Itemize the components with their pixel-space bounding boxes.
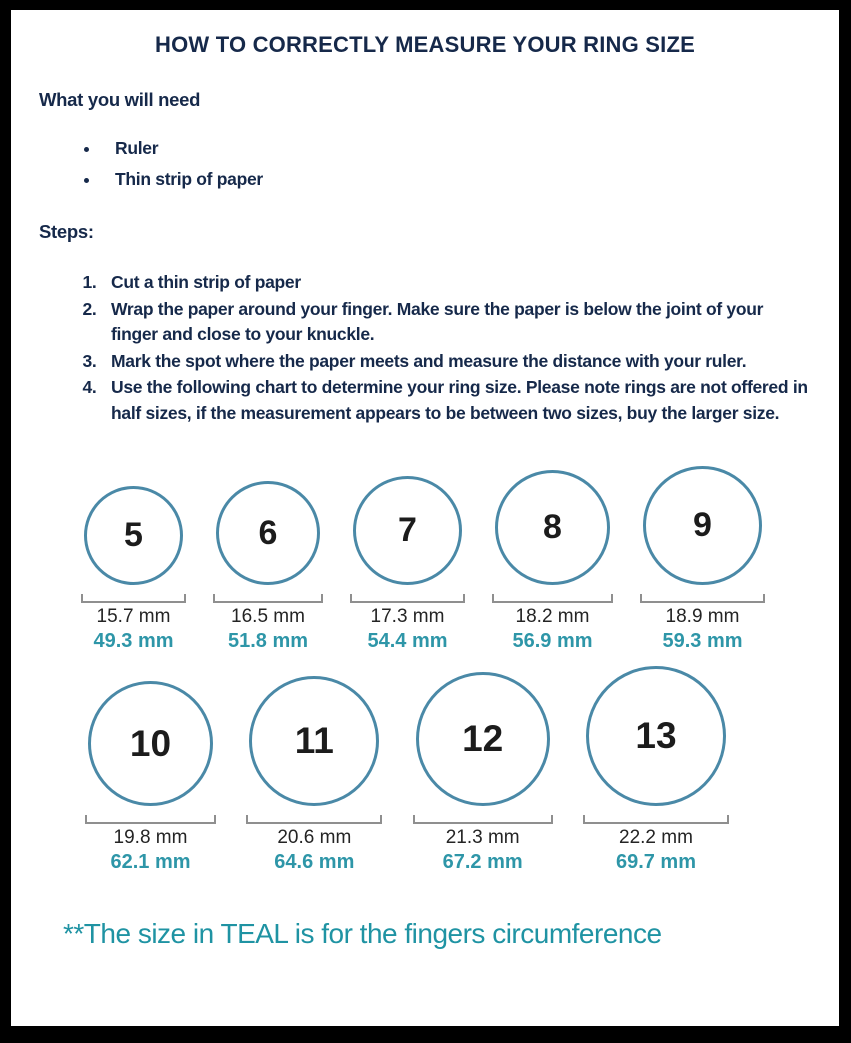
ring-size-number: 10 — [129, 722, 172, 764]
step-item-3: 3. Mark the spot where the paper meets and measure the distance with your ruler. — [101, 349, 817, 375]
ring-circle — [84, 486, 183, 585]
ring-item-size-8 — [492, 470, 613, 653]
ring-size-guide — [11, 10, 839, 1026]
steps-heading: Steps: — [39, 221, 94, 242]
diameter-dimension-line — [85, 815, 216, 824]
ring-chart-row-2 — [39, 666, 817, 874]
diameter-label: 18.9 mm — [665, 606, 740, 627]
diameter-label: 19.8 mm — [113, 827, 188, 848]
ring-circle — [249, 676, 379, 806]
ring-item-size-7 — [350, 476, 465, 653]
diameter-dimension-line — [213, 594, 323, 603]
ring-circle — [88, 681, 213, 806]
circumference-label: 54.4 mm — [367, 630, 448, 652]
ring-item-size-12 — [413, 672, 553, 874]
ring-size-number: 12 — [462, 718, 504, 759]
circumference-label: 56.9 mm — [512, 630, 593, 652]
ring-size-chart — [39, 466, 817, 874]
diameter-dimension-line — [492, 594, 613, 603]
circumference-label: 59.3 mm — [662, 630, 743, 652]
ring-size-number: 7 — [398, 511, 417, 549]
diameter-label: 15.7 mm — [96, 606, 171, 627]
ring-circle — [495, 470, 610, 585]
teal-footnote: **The size in TEAL is for the fingers circumference — [63, 918, 662, 949]
ring-circle — [216, 481, 320, 585]
diameter-dimension-line — [413, 815, 553, 824]
diameter-label: 16.5 mm — [231, 606, 305, 627]
circumference-label: 62.1 mm — [110, 851, 191, 873]
step-item-4: 4. Use the following chart to determine your ring size. Please note rings are not offered in half sizes, if the measurement appears to be between two sizes, buy the larger size. — [101, 375, 817, 426]
materials-heading: What you will need — [39, 89, 201, 110]
diameter-label: 21.3 mm — [445, 827, 520, 848]
ring-circle — [416, 672, 550, 806]
materials-list — [39, 138, 817, 190]
diameter-dimension-line — [350, 594, 465, 603]
ring-circle — [643, 466, 762, 585]
diameter-dimension-line — [81, 594, 186, 603]
ring-size-number: 5 — [124, 516, 143, 554]
ring-size-number: 8 — [543, 508, 562, 546]
ring-circle — [586, 666, 726, 806]
guide-content — [11, 89, 839, 950]
step-item-1: 1. Cut a thin strip of paper — [101, 270, 817, 296]
diameter-label: 22.2 mm — [619, 827, 693, 848]
ring-item-size-6 — [213, 481, 323, 653]
circumference-label: 69.7 mm — [615, 851, 697, 873]
ring-item-size-11 — [246, 676, 382, 874]
diameter-dimension-line — [246, 815, 382, 824]
diameter-dimension-line — [583, 815, 729, 824]
ring-item-size-5 — [81, 486, 186, 653]
circumference-label: 67.2 mm — [442, 851, 523, 873]
material-item-paper-strip: • Thin strip of paper — [101, 169, 817, 190]
ring-size-number: 11 — [294, 720, 334, 761]
circumference-label: 64.6 mm — [274, 851, 355, 873]
circumference-label: 51.8 mm — [227, 630, 309, 652]
diameter-label: 20.6 mm — [277, 827, 352, 848]
diameter-label: 18.2 mm — [515, 606, 590, 627]
circumference-label: 49.3 mm — [93, 630, 174, 652]
ring-item-size-9 — [640, 466, 765, 653]
ring-size-number: 9 — [693, 506, 712, 544]
ring-size-number: 6 — [258, 513, 278, 552]
ring-size-number: 13 — [635, 715, 677, 756]
ring-item-size-13 — [583, 666, 729, 874]
ring-circle — [353, 476, 462, 585]
ring-chart-row-1 — [39, 466, 817, 653]
diameter-dimension-line — [640, 594, 765, 603]
material-item-ruler: • Ruler — [101, 138, 817, 159]
step-item-2: 2. Wrap the paper around your finger. Make sure the paper is below the joint of your finger and close to your knuckle. — [101, 297, 817, 348]
ring-item-size-10 — [85, 681, 216, 874]
diameter-label: 17.3 mm — [370, 606, 445, 627]
page-title: HOW TO CORRECTLY MEASURE YOUR RING SIZE — [155, 32, 695, 57]
steps-list — [39, 270, 817, 426]
